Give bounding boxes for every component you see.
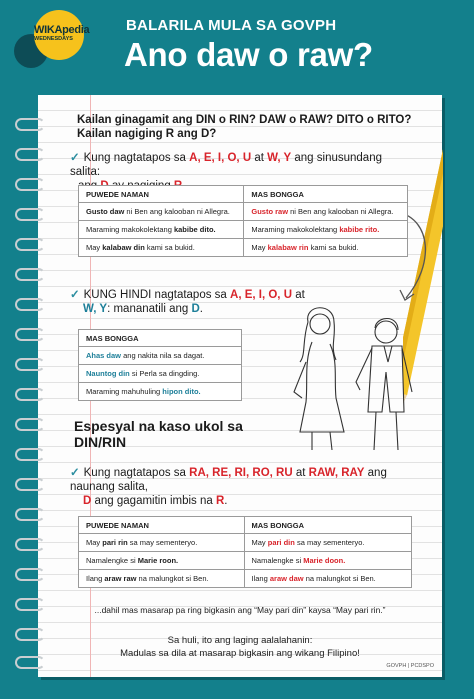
header [0,0,474,92]
table-row: Gusto daw ni Ben ang kalooban ni Allegra. Gusto raw ni Ben ang kalooban ni Allegra. [79,203,408,221]
spiral-ring [15,268,45,281]
rule3-text-b: at [292,467,309,479]
closing-line1: Sa huli, ito ang laging aalalahanin: [167,635,313,646]
table2-header: MAS BONGGA [79,330,242,347]
badge-line2: WEDNESDAYS [34,36,73,42]
checkmark-icon: ✓ [70,152,80,164]
table1-header-col1: PUWEDE NAMAN [79,186,244,203]
table-row: Maraming mahuhuling hipon dito. [79,383,242,401]
rule3-r-letter: R [215,495,225,507]
spiral-ring [15,508,45,521]
question-line1: Kailan ginagamit ang DIN o RIN? DAW o RAW? DITO o RITO? [77,114,412,126]
checkmark-icon: ✓ [70,289,80,301]
rule1-text-a: Kung nagtatapos sa [83,152,190,164]
spiral-ring [15,148,45,161]
rule1-vowels: A, E, I, O, U [189,152,252,164]
rule2-d-letter: D [191,303,200,315]
rule2-text-e: . [199,303,203,315]
spiral-ring [15,358,45,371]
rule1-text-b: at [251,152,268,164]
section-heading [74,418,243,450]
checkmark-icon: ✓ [70,467,80,479]
badge-line1: WIKApedia [34,24,90,36]
note: ...dahil mas masarap pa ring bigkasin ang “May pari din” kaysa “May pari rin.” [94,605,386,615]
table-row: Namalengke si Marie roon. Namalengke si Marie doon. [79,552,412,570]
table-row: May kalabaw din kami sa bukid. May kalabaw rin kami sa bukid. [79,239,408,257]
page-title: Ano daw o raw? [124,36,373,73]
rule2-wy: W, Y [83,303,108,315]
rule3-text-c: ang naunang salita, [70,467,387,493]
intro-question [77,113,417,141]
closing-line2: Madulas sa dila at masarap bigkasin ang wikang Filipino! [120,648,360,659]
spiral-ring [15,418,45,431]
spiral-ring [15,448,45,461]
section-heading-line2: DIN/RIN [74,434,127,450]
section-heading-line1: Espesyal na kaso ukol sa [74,418,243,434]
rule-2 [70,288,310,316]
spiral-ring [15,118,45,131]
spiral-ring [15,538,45,551]
rule2-vowels: A, E, I, O, U [230,289,292,301]
table3-header-col2: MAS BONGGA [244,517,412,534]
spiral-ring [15,178,45,191]
table-row: Ahas daw ang nakita nila sa dagat. [79,347,242,365]
table-3 [78,516,412,588]
spiral-ring [15,298,45,311]
rule3-text-e: . [224,495,228,507]
rule2-text-a: KUNG HINDI nagtatapos sa [83,289,231,301]
table-row: Ilang araw raw na malungkot si Ben. Ilang araw daw na malungkot si Ben. [79,570,412,588]
closing [38,634,442,660]
spiral-ring [15,328,45,341]
rule-3 [70,466,415,508]
kicker: BALARILA MULA SA GOVPH [126,17,337,34]
rule3-text-d: ang gagamitin imbis na [91,495,216,507]
table-1 [78,185,408,257]
credit: GOVPH | PCDSPO [386,663,434,669]
spiral-ring [15,478,45,491]
table-row: May pari rin sa may sementeryo. May pari din sa may sementeryo. [79,534,412,552]
spiral-ring [15,568,45,581]
table-row: Maraming makokolektang kabibe dito. Maraming makokolektang kabibe rito. [79,221,408,239]
rule3-d-letter: D [83,495,92,507]
rule1-text-c: ang sinusundang salita: [70,152,382,178]
spiral-ring [15,238,45,251]
rule2-text-c: : mananatili ang [107,303,192,315]
table-row: Nauntog din si Perla sa dingding. [79,365,242,383]
table3-header-col1: PUWEDE NAMAN [79,517,245,534]
rule2-text-b: at [292,289,305,301]
spiral-ring [15,388,45,401]
rule3-text-a: Kung nagtatapos sa [83,467,190,479]
rule1-wy: W, Y [267,152,292,164]
rule3-rawray: RAW, RAY [308,467,365,479]
table-2 [78,329,242,401]
question-line2: Kailan nagiging R ang D? [77,128,217,140]
table1-header-col2: MAS BONGGA [244,186,408,203]
couple-illustration [286,302,426,452]
rule3-endings: RA, RE, RI, RO, RU [189,467,293,479]
spiral-ring [15,208,45,221]
